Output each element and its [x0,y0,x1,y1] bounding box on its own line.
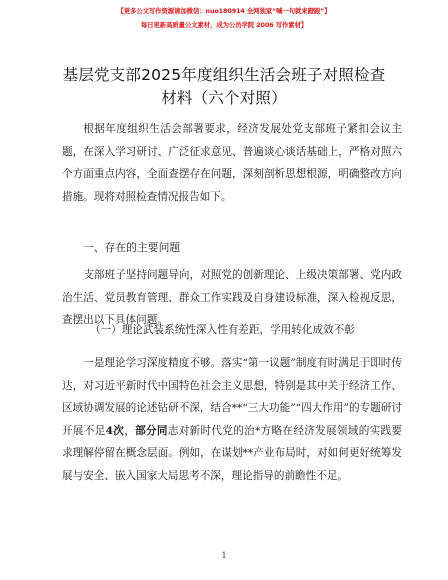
section-paragraph: 支部班子坚持问题导向，对照党的创新理论、上级决策部署、党内政治生活、党员教育管理、群众工作实践及自身建设标准，深入检视反思，查摆出以下具体问题。 [62,269,402,327]
intro-paragraph: 根据年度组织生活会部署要求，经济发展处党支部班子紧扣会议主题，在深入学习研讨、广泛征求意见、普遍谈心谈话基础上，严格对照六个方面重点内容，全面查摆存在问题，深刻剖析思想根源，明确整改方向措施。现将对照检查情况报告如下。 [62,123,402,203]
subsection-heading: （一）理论武装系统性深入性有差距，学用转化成效不彰 [90,324,355,336]
bold-phrase: 部分同 [135,424,168,437]
section-heading: 一、存在的主要问题 [83,241,181,254]
body-text-part1: 一是理论学习深度精度不够。落实“第一议题”制度有时满足于即时传达，对习近平新时代中国特色社会主义思想，特别是其中关于经济工作、区域协调发展的论述钻研不深，结合**“三大功能”“四大作用”的专题研讨开展不足 [62,357,402,437]
document-title-line2: 材料（六个对照） [161,89,287,107]
page-number: 1 [221,551,227,560]
body-paragraph [62,352,402,488]
body-text-part2: 志对新时代党的治*方略在经济发展领域的实践要求理解停留在概念层面。例如，在谋划**产业布局时，对如何更好统筹发展与安全、嵌入国家大局思考不深，理论指导的前瞻性不足。 [62,424,403,482]
body-separator: ， [124,424,136,437]
promo-banner-line1: 【更多公文写作资源请加微信：nuo180914 全网独家“喊一句就来蹬跟”】 [117,7,331,15]
promo-banner-line2: 每日更新高质量公文素材，成为公员学院 2006 写作素材】 [140,21,308,29]
bold-count: 4次 [105,424,125,437]
document-title-line1: 基层党支部2025年度组织生活会班子对照检查 [62,66,386,84]
